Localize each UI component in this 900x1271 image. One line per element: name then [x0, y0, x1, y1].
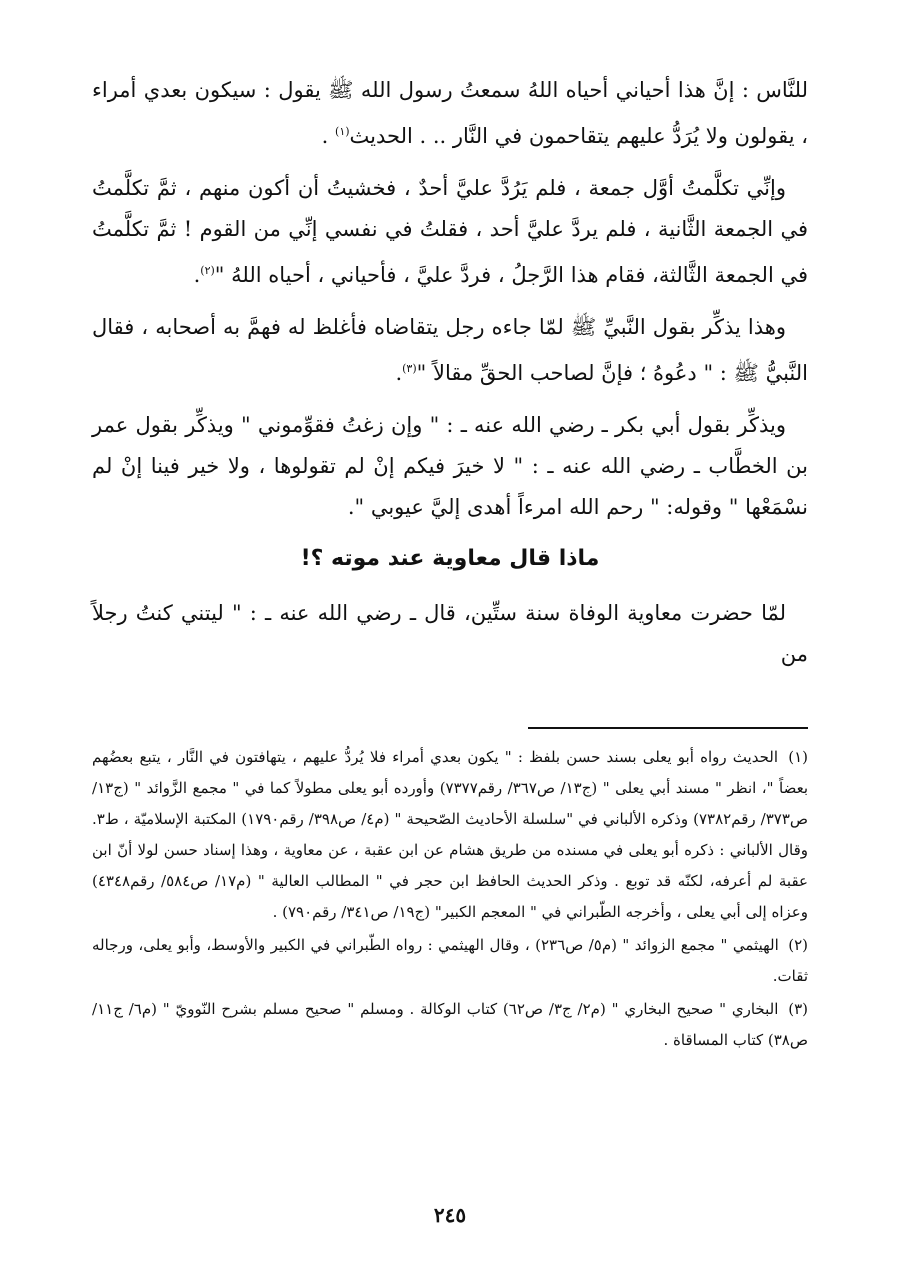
page-number: ٢٤٥: [433, 1203, 467, 1227]
section-heading: ماذا قال معاوية عند موته ؟!: [300, 546, 600, 571]
paragraph-4-text: ويذكِّر بقول أبي بكر ـ رضي الله عنه ـ : " وإن زغتُ فقوِّموني " ويذكِّر بقول عمر بن الخطَّاب ـ رضي الله عنه ـ : " لا خيرَ فيكم إنْ لم تقولوها ، ولا خير فينا إنْ لم نسْمَعْها " وقوله: " رحم الله امرءاً أهدى إليَّ عيوبي ".: [92, 413, 808, 519]
paragraph-5: لمّا حضرت معاوية الوفاة سنة ستِّين، قال ـ رضي الله عنه ـ : " ليتني كنتُ رجلاً من: [92, 601, 808, 666]
paragraph-3-text: وهذا يذكِّر بقول النَّبيِّ ﷺ لمّا جاءه رجل يتقاضاه فأغلظ له فهمَّ به أصحابه ، فقال النَّبيُّ ﷺ : " دعُوهُ ؛ فإنَّ لصاحب الحقِّ مقالاً ": [92, 315, 808, 385]
footnote-text: البخاري " صحيح البخاري " (م٢/ ج٣/ ص٦٢) كتاب الوكالة . ومسلم " صحيح مسلم بشرح النّوويّ " (م٦/ ج١١/ ص٣٨) كتاب المساقاة .: [92, 1000, 808, 1049]
footnote-text: الحديث رواه أبو يعلى بسند حسن بلفظ : " يكون بعدي أمراء فلا يُردُّ عليهم ، يتهافتون في النَّار ، يتبع بعضُهم بعضاً "، انظر " مسند أبي يعلى " (ج١٣/ ص٣٦٧/ رقم٧٣٧٧) وأورده أبو يعلى مطولاً كما في " مجمع الزَّوائد " (ج١٣/ ص٣٧٣/ رقم٧٣٨٢) وذكره الألباني في "سلسلة الأحاديث الصّحيحة " (م٤/ ص٣٩٨/ رقم١٧٩٠) المكتبة الإسلاميّة ، ط٣. وقال الألباني : ذكره أبو يعلى في مسنده من طريق هشام عن ابن عقبة ، عن معاوية ، وهذا إسناد حسن لولا أنّ ابن عقبة لم أعرفه، لكنّه قد توبع . وذكر الحديث الحافظ ابن حجر في " المطالب العالية " (م١٧/ ص٥٨٤/ رقم٤٣٤٨) وعزاه إلى أبي يعلى ، وأخرجه الطّبراني في " المعجم الكبير" (ج١٩/ ص٣٤١/ رقم٧٩٠) .: [92, 748, 809, 921]
paragraph-2-text: وإنِّي تكلَّمتُ أوَّل جمعة ، فلم يَرُدَّ عليَّ أحدٌ ، فخشيتُ أن أكون منهم ، ثمَّ تكلَّمتُ في الجمعة الثَّانية ، فلم يردَّ عليَّ أحد ، فقلتُ في نفسي إنِّي من القوم ! ثمَّ تكلَّمتُ في الجمعة الثَّالثة، فقام هذا الرَّجلُ ، فردَّ عليَّ ، فأحياني ، أحياه اللهُ ": [92, 176, 808, 287]
footnote-number: (١): [788, 748, 808, 766]
footnotes: [92, 742, 808, 1058]
footnote-3: [92, 994, 808, 1056]
paragraph-1: [92, 70, 808, 157]
footnote-1: [92, 742, 808, 928]
footnote-2: [92, 930, 808, 992]
footnote-ref-2: (٢): [200, 264, 215, 277]
paragraph-1-tail: .: [321, 124, 336, 148]
paragraph-4: [92, 405, 808, 528]
paragraph-3-tail: .: [395, 361, 403, 385]
paragraph-1-text: للنَّاس : إنَّ هذا أحياني أحياه اللهُ سمعتُ رسول الله ﷺ يقول : سيكون بعدي أمراء ، يقولون ولا يُرَدُّ عليهم يتقاحمون في النَّار .. . الحديث: [92, 78, 808, 148]
footnote-text: الهيثمي " مجمع الزوائد " (م٥/ ص٢٣٦) ، وقال الهيثمي : رواه الطّبراني في الكبير والأوسط، وأبو يعلى، ورجاله ثقات.: [92, 936, 808, 985]
footnote-number: (٣): [788, 1000, 808, 1018]
main-text: [92, 70, 808, 686]
footnote-ref-3: (٣): [402, 362, 417, 375]
footnote-separator: [528, 727, 808, 729]
paragraph-2-tail: .: [193, 263, 201, 287]
footnote-number: (٢): [788, 936, 808, 954]
paragraph-3: [92, 307, 808, 394]
footnote-ref-1: (١): [335, 125, 350, 138]
paragraph-2: [92, 168, 808, 296]
